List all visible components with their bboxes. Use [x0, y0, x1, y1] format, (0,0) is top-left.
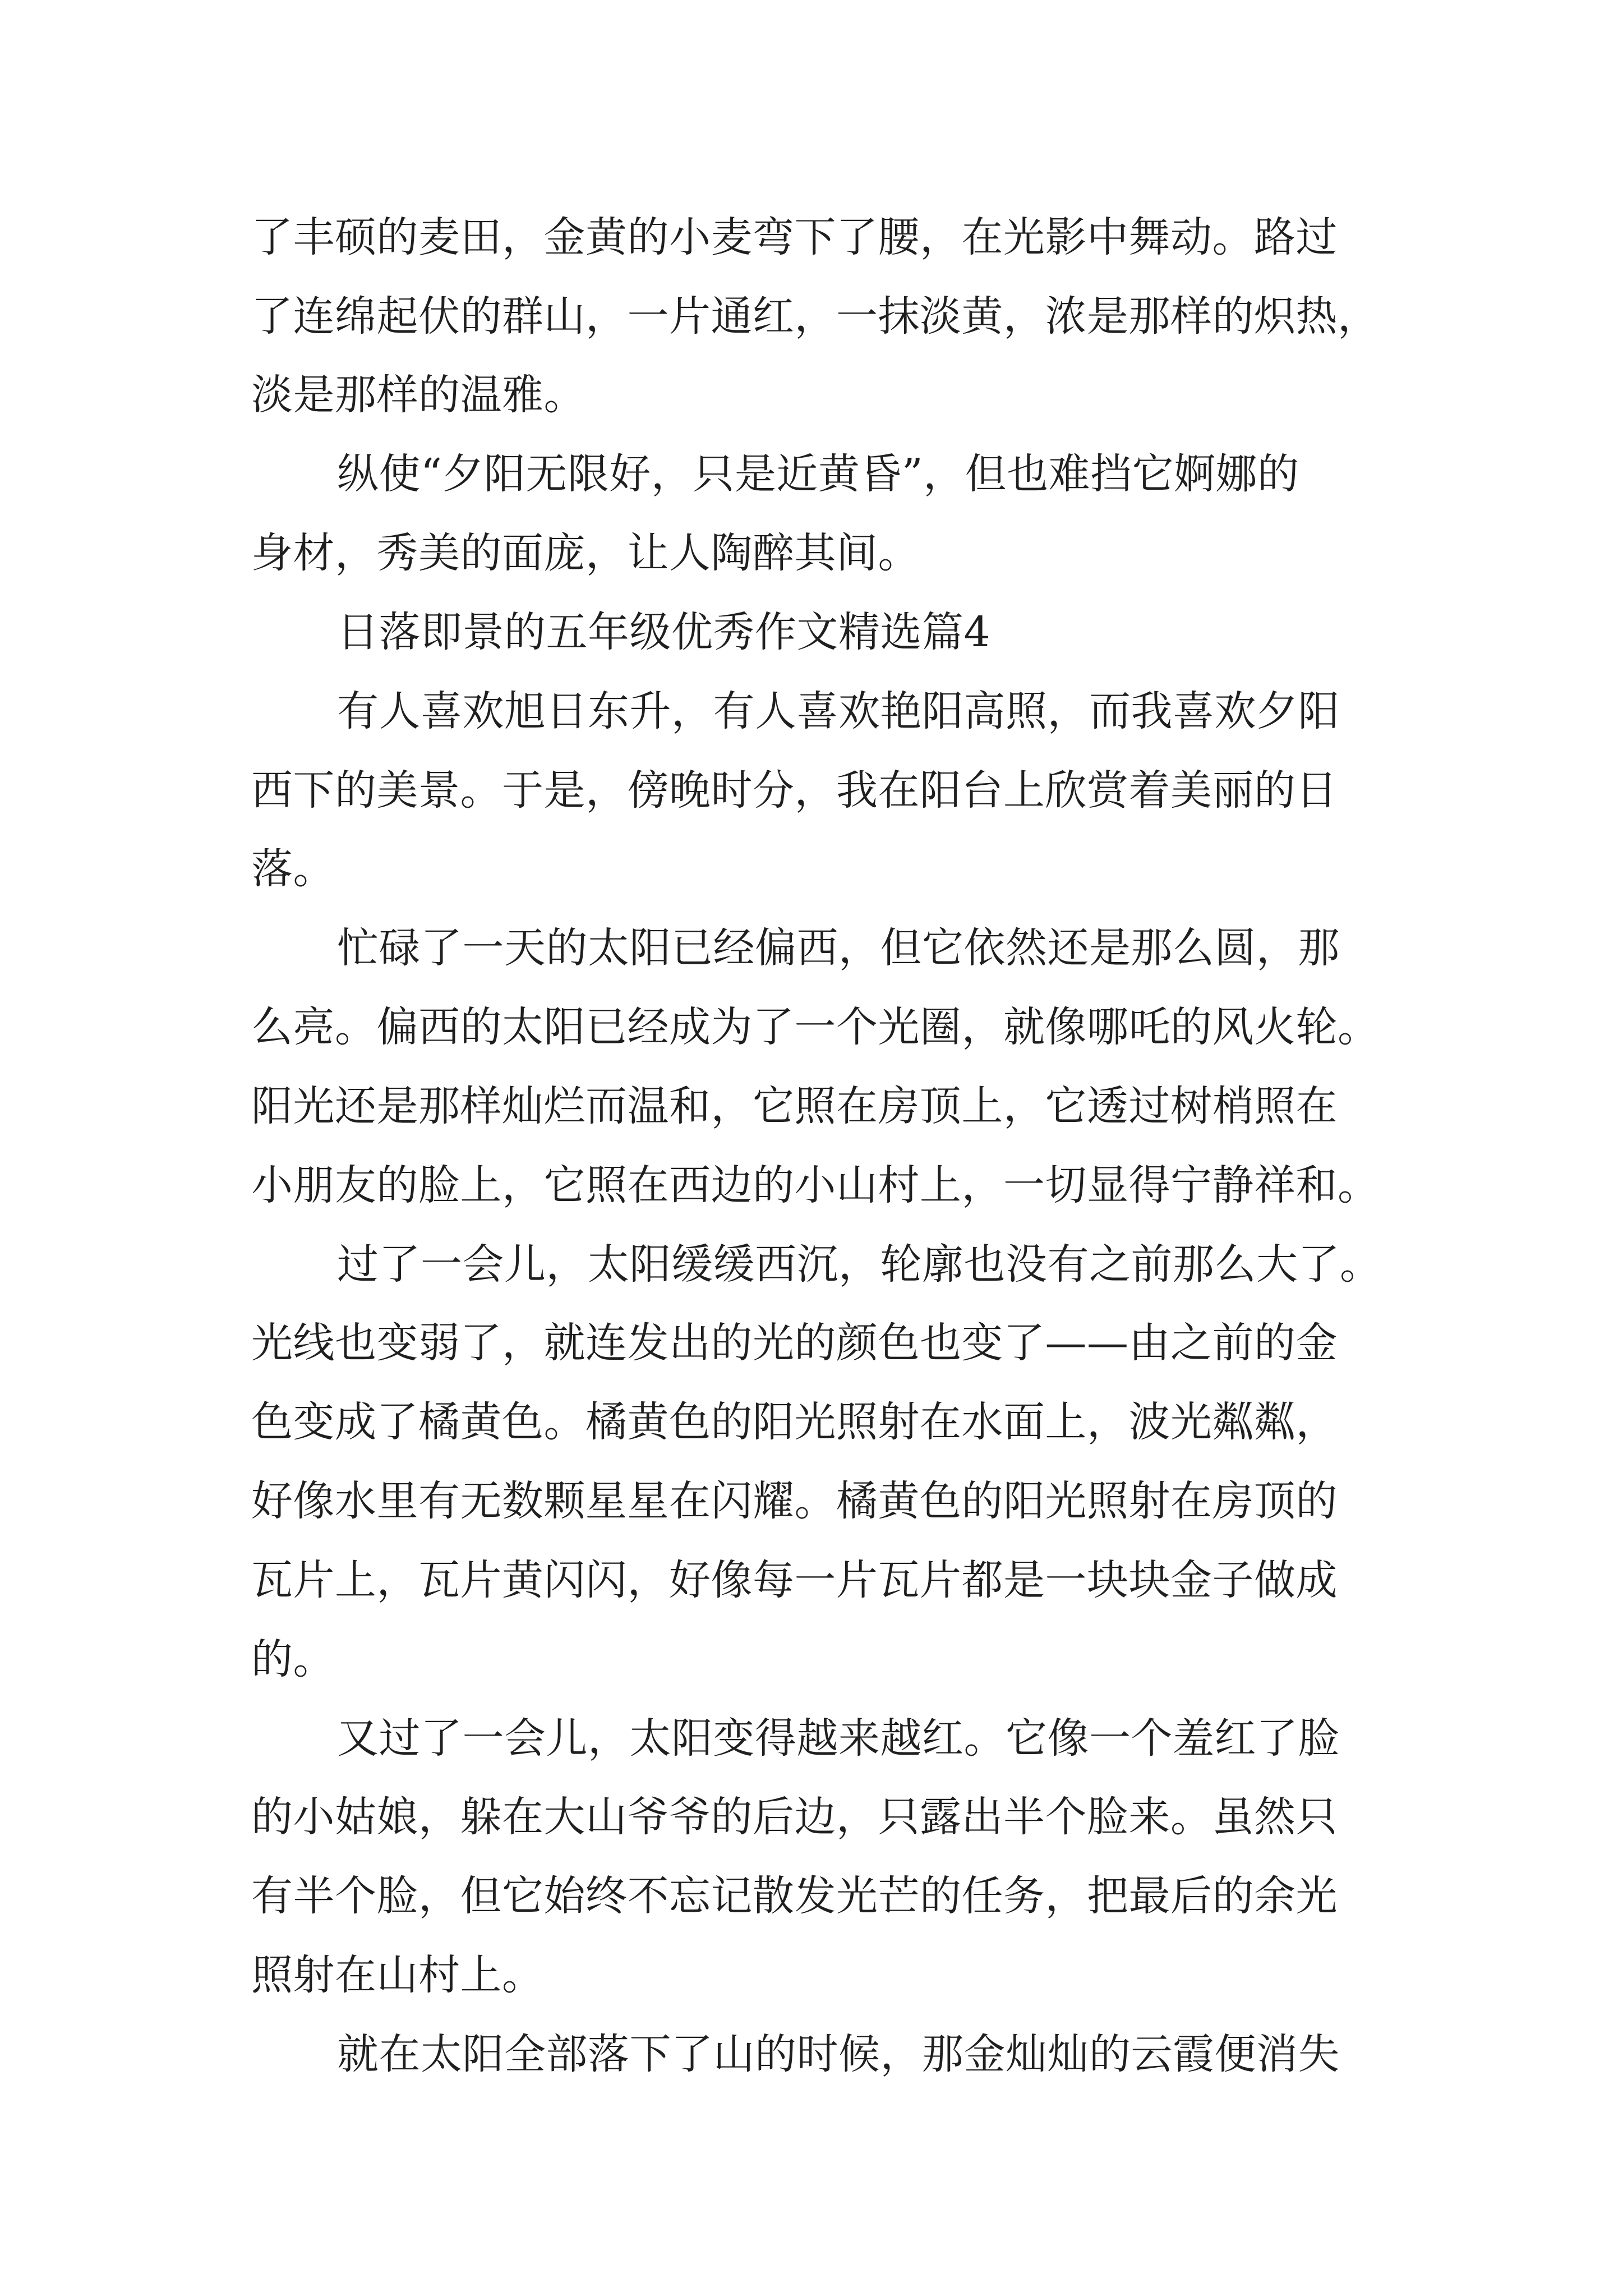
text-line: 了丰硕的麦田，金黄的小麦弯下了腰，在光影中舞动。路过 — [251, 213, 1338, 261]
text-line: 阳光还是那样灿烂而温和，它照在房顶上，它透过树梢照在 — [251, 1082, 1338, 1130]
text-line: 么亮。偏西的太阳已经成为了一个光圈，就像哪吒的风火轮。 — [251, 1003, 1380, 1051]
text-line: 光线也变弱了，就连发出的光的颜色也变了——由之前的金 — [251, 1319, 1338, 1367]
text-line: 西下的美景。于是，傍晚时分，我在阳台上欣赏着美丽的日 — [251, 766, 1338, 815]
text-line: 身材，秀美的面庞，让人陶醉其间。 — [251, 529, 920, 577]
text-line: 好像水里有无数颗星星在闪耀。橘黄色的阳光照射在房顶的 — [251, 1477, 1338, 1525]
paragraph-first-line: 纵使“夕阳无限好，只是近黄昏”，但也难挡它婀娜的 — [337, 450, 1299, 498]
paragraph-first-line: 又过了一会儿，太阳变得越来越红。它像一个羞红了脸 — [337, 1714, 1340, 1763]
text-line: 瓦片上，瓦片黄闪闪，好像每一片瓦片都是一块块金子做成 — [251, 1556, 1338, 1604]
text-line: 淡是那样的温雅。 — [251, 371, 585, 419]
text-line: 的小姑娘，躲在大山爷爷的后边，只露出半个脸来。虽然只 — [251, 1793, 1338, 1841]
text-line: 了连绵起伏的群山，一片通红，一抹淡黄，浓是那样的炽热， — [251, 292, 1380, 341]
paragraph-first-line: 忙碌了一天的太阳已经偏西，但它依然还是那么圆，那 — [337, 924, 1340, 972]
text-line: 的。 — [251, 1635, 335, 1683]
paragraph-first-line: 过了一会儿，太阳缓缓西沉，轮廓也没有之前那么大了。 — [337, 1240, 1382, 1289]
text-line: 有半个脸，但它始终不忘记散发光芒的任务，把最后的余光 — [251, 1872, 1338, 1920]
text-line: 色变成了橘黄色。橘黄色的阳光照射在水面上，波光粼粼， — [251, 1398, 1338, 1446]
text-line: 落。 — [251, 845, 335, 893]
paragraph-first-line: 就在太阳全部落下了山的时候，那金灿灿的云霞便消失 — [337, 2030, 1340, 2078]
section-heading: 日落即景的五年级优秀作文精选篇4 — [337, 608, 991, 656]
paragraph-first-line: 有人喜欢旭日东升，有人喜欢艳阳高照，而我喜欢夕阳 — [337, 687, 1340, 735]
text-line: 小朋友的脸上，它照在西边的小山村上，一切显得宁静祥和。 — [251, 1161, 1380, 1209]
text-line: 照射在山村上。 — [251, 1951, 544, 1999]
